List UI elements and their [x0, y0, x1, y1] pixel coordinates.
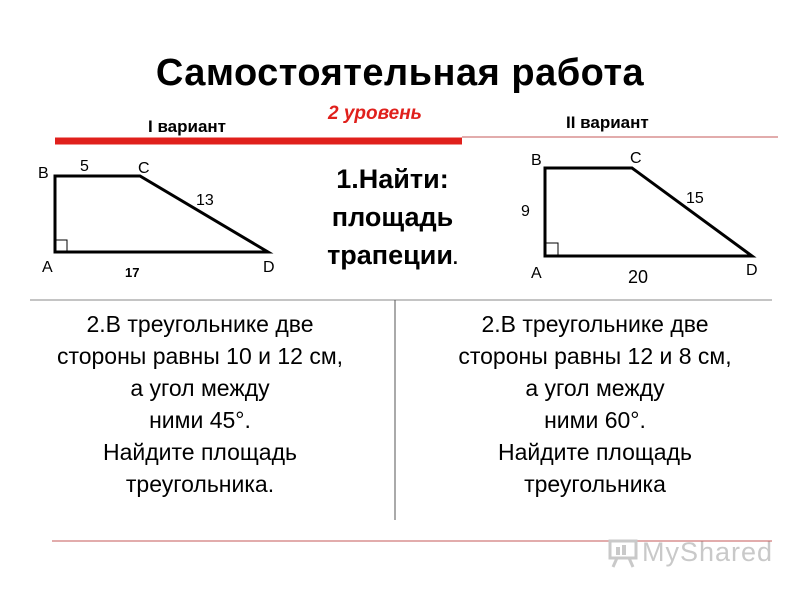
problem-2-line: ними 60°. [544, 407, 646, 433]
trap2-label-d: D [746, 262, 758, 279]
problem-2-line: Найдите площадь [497, 439, 693, 465]
trapezoid-variant-1 [55, 176, 268, 252]
problem-2-line: 2.В треугольнике две [481, 311, 709, 337]
trap2-label-a: A [531, 265, 542, 282]
trap2-height-length: 9 [521, 203, 530, 220]
problem-variant-1 [30, 308, 370, 500]
trap1-side-length: 13 [196, 192, 214, 209]
variant-1-label: I вариант [148, 117, 227, 136]
problem-variant-2 [405, 308, 785, 500]
problem-1-line: Найдите площадь [102, 439, 298, 465]
trap1-bottom-length: 17 [125, 265, 140, 280]
task-1-line-3-text: трапеции [327, 240, 453, 270]
problem-2-line: а угол между [525, 375, 665, 401]
problem-1-line: ними 45°. [149, 407, 251, 433]
problem-1-line: треугольника. [125, 471, 275, 497]
variant-2-label: II вариант [566, 113, 649, 132]
trap1-label-a: A [42, 259, 53, 276]
problem-2-line: треугольника [524, 471, 666, 497]
trap1-label-b: B [38, 165, 49, 182]
right-angle-mark-1 [55, 240, 67, 252]
task-1-text [300, 160, 485, 277]
trap2-label-c: C [630, 150, 642, 167]
trap1-top-length: 5 [80, 158, 89, 175]
trap1-label-c: C [138, 160, 150, 177]
task-1-line-2: площадь [331, 202, 454, 232]
trap1-label-d: D [263, 259, 275, 276]
trap2-side-length: 15 [686, 190, 704, 207]
watermark-label: MyShared [642, 537, 774, 567]
right-angle-mark-2 [545, 243, 558, 256]
watermark-text [642, 537, 773, 568]
page-title: Самостоятельная работа [155, 52, 645, 94]
task-1-line-1: 1.Найти: [336, 164, 449, 194]
watermark-icon [608, 538, 640, 568]
trap2-label-b: B [531, 152, 542, 169]
task-1-line-3 [300, 236, 485, 277]
trapezoid-variant-2 [545, 168, 752, 256]
problem-1-line: а угол между [130, 375, 270, 401]
problem-2-line: стороны равны 12 и 8 см, [458, 343, 732, 369]
task-1-dot: . [452, 248, 458, 268]
problem-1-line: 2.В треугольнике две [86, 311, 314, 337]
problem-1-line: стороны равны 10 и 12 см, [56, 343, 344, 369]
trap2-bottom-length: 20 [628, 267, 649, 287]
level-label: 2 уровень [328, 103, 422, 124]
